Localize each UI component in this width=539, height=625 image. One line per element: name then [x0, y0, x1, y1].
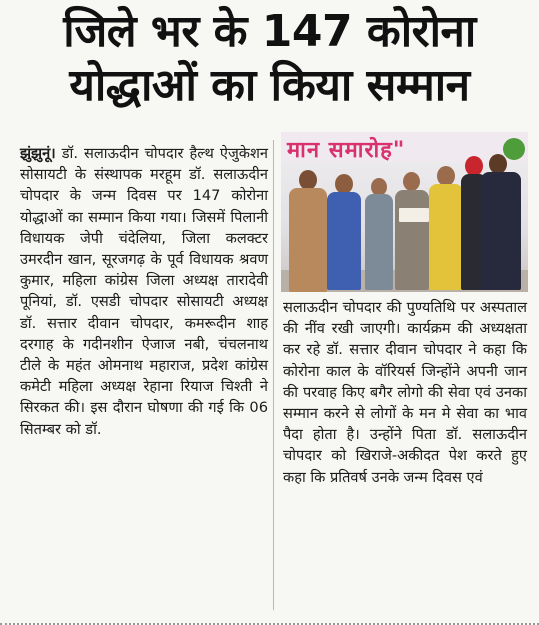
person-head	[437, 166, 455, 186]
dateline-place: झुंझुनूं।	[20, 145, 56, 162]
person-figure	[395, 190, 429, 290]
person-head	[489, 154, 507, 174]
article-text-left: डॉ. सलाऊदीन चोपदार हैल्थ ऐजुकेशन सोसायटी के संस्थापक मरहूम डॉ. सलाऊदीन चोपदार के जन्म दिवस पर 147 कोरोना योद्धाओं का सम्मान किया गया। जिसमें पिलानी विधायक जेपी चंदेलिया, जिला कलक्टर उमरदीन खान, सूरजगढ़ के पूर्व विधायक श्रवण कुमार, महिला कांग्रेस जिला अध्यक्ष तारादेवी पूनियां, डॉ. एसडी चोपदार सोसायटी अध्यक्ष डॉ. सत्तार दीवान चोपदार, कमरूदीन शाह दरगाह के गदीनशीन ऐजाज नबी, चंचलनाथ टीले के महंत ओमनाथ महाराज, प्रदेश कांग्रेस कमेटी महिला अध्यक्ष रेहाना रियाज चिश्ती ने सिरकत की। इस दौरान घोषणा की गई कि 06 सितम्बर को डॉ.	[20, 145, 269, 438]
article-column-left	[20, 143, 268, 440]
person-figure	[289, 188, 327, 292]
person-figure	[481, 172, 521, 290]
event-photo	[281, 132, 528, 292]
person-head	[465, 156, 483, 176]
headline	[0, 4, 539, 112]
photo-plant	[503, 138, 525, 160]
clipping-border	[0, 620, 539, 625]
person-head	[299, 170, 317, 190]
headline-line-2: योद्धाओं का किया सम्मान	[69, 60, 470, 111]
person-head	[403, 172, 420, 191]
article-text-right: सलाऊदीन चोपदार की पुण्यतिथि पर अस्पताल की नींव रखी जाएगी। कार्यक्रम की अध्यक्षता कर रहे डॉ. सत्तार दीवान चोपदार ने कहा कि कोरोना काल के वॉरियर्स जिन्होंने अपनी जान की परवाह किए बगैर लोगो की सेवा एवं उनका सम्मान करने से लोगों के मन मे सेवा का भाव पैदा होता है। उन्होंने पिता डॉ. सलाऊदीन चोपदार को खिराजे-अकीदत पेश करते हुए कहा कि प्रतिवर्ष उनके जन्म दिवस एवं	[283, 299, 527, 486]
person-figure	[365, 194, 393, 290]
person-head	[335, 174, 353, 194]
column-divider	[273, 140, 274, 610]
article-column-right	[283, 297, 527, 488]
person-figure	[429, 184, 463, 290]
photo-banner-text: मान समारोह"	[287, 137, 406, 163]
person-figure	[327, 192, 361, 290]
certificate	[399, 208, 429, 222]
headline-line-1: जिले भर के 147 कोरोना	[63, 6, 476, 57]
